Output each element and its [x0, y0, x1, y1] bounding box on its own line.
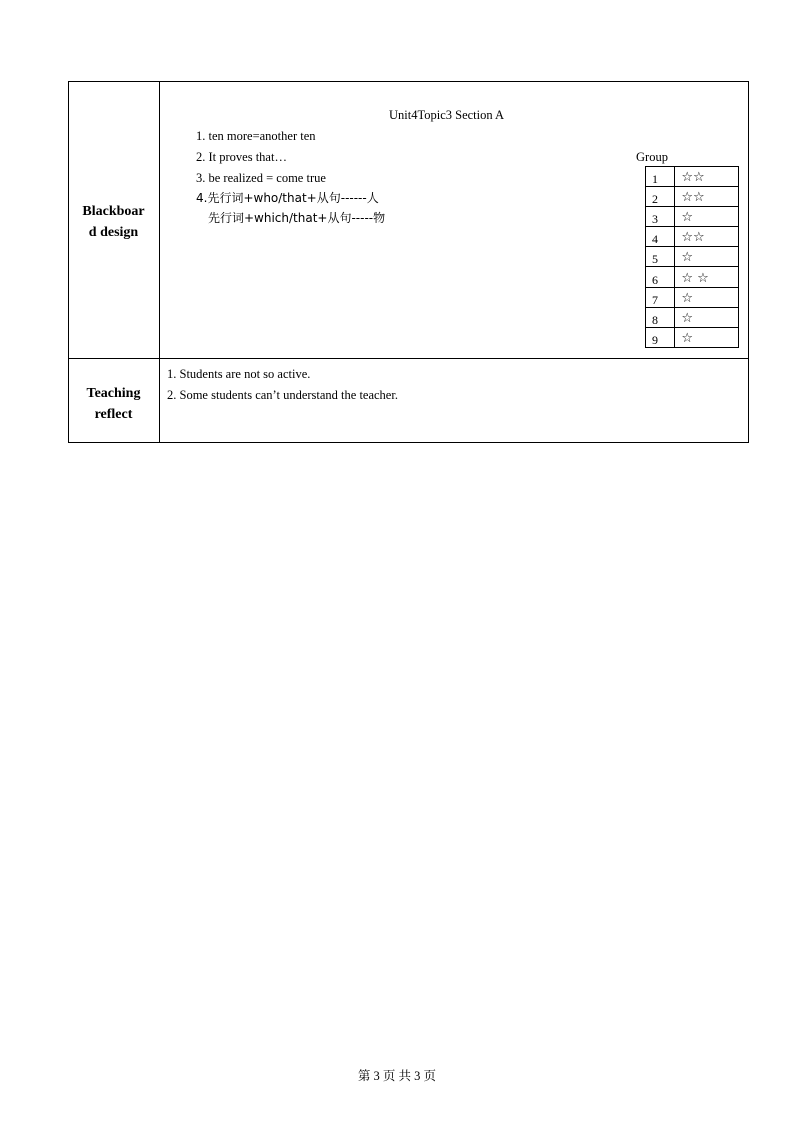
group-number: 4 — [646, 227, 675, 247]
blackboard-line-1: 1. ten more=another ten — [196, 129, 316, 143]
group-stars: ☆ — [675, 327, 739, 347]
blackboard-line-2: 2. It proves that… — [196, 150, 287, 164]
group-stars-table — [645, 166, 739, 348]
group-number: 8 — [646, 307, 675, 327]
blackboard-line-3: 3. be realized = come true — [196, 171, 326, 185]
group-number: 6 — [646, 267, 675, 287]
column-divider — [159, 81, 160, 443]
group-stars: ☆☆ — [675, 227, 739, 247]
group-number: 5 — [646, 247, 675, 267]
blackboard-line-4: 4.先行词+who/that+从句------人 — [196, 191, 379, 205]
blackboard-title: Unit4Topic3 Section A — [389, 108, 505, 122]
group-number: 1 — [646, 167, 675, 187]
reflect-item-1: 1. Students are not so active. — [167, 367, 311, 381]
group-number: 7 — [646, 287, 675, 307]
group-stars: ☆ — [675, 247, 739, 267]
table-row — [646, 267, 739, 287]
table-row — [646, 307, 739, 327]
group-number: 3 — [646, 207, 675, 227]
group-stars: ☆☆ — [675, 167, 739, 187]
group-stars: ☆ ☆ — [675, 267, 739, 287]
reflect-item-2: 2. Some students can’t understand the teacher. — [167, 388, 398, 402]
table-row — [646, 327, 739, 347]
group-stars: ☆ — [675, 307, 739, 327]
group-number: 2 — [646, 187, 675, 207]
blackboard-line-5: 先行词+which/that+从句-----物 — [208, 211, 386, 225]
group-stars: ☆ — [675, 207, 739, 227]
lesson-table — [68, 81, 749, 443]
group-stars: ☆ — [675, 287, 739, 307]
row-label-reflect: Teaching reflect — [86, 386, 141, 422]
table-row — [646, 247, 739, 267]
table-row — [646, 287, 739, 307]
table-row — [646, 227, 739, 247]
row-divider — [68, 358, 749, 359]
row-label-blackboard: Blackboar d design — [82, 204, 145, 240]
table-row — [646, 167, 739, 187]
group-number: 9 — [646, 327, 675, 347]
table-row — [646, 187, 739, 207]
page-footer: 第 3 页 共 3 页 — [357, 1069, 437, 1083]
group-stars: ☆☆ — [675, 187, 739, 207]
group-label: Group — [636, 150, 668, 164]
table-row — [646, 207, 739, 227]
